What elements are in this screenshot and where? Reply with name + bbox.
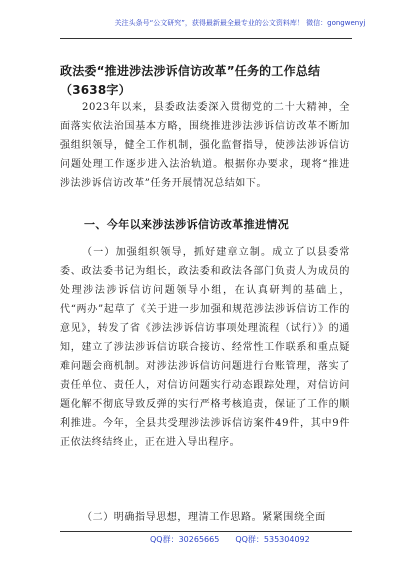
document-title: 政法委“推进涉法涉诉信访改革”任务的工作总结（3638字） xyxy=(60,64,321,97)
section-paragraph-1: （一）加强组织领导，抓好建章立制。成立了以县委常委、政法委书记为组长，政法委和政法各部门负责人为成员的处理涉法涉诉信访问题领导小组，在认真研判的基础上，代“两办”起草了《关于进一步加强和规范涉法涉诉信访工作的意见》，转发了省《涉法涉诉信访事项处理流程（试行）》的通知，建立了涉法涉诉信访联合接访、经常性工作联系和重点疑难问题会商机制。对涉法涉诉信访问题进行台账管理，落实了责任单位、责任人，对信访问题实行动态跟踪处理，对信访问题化解不彻底导致反弹的实行严格考核追责，保证了工作的顺利推进。今年，全县共受理涉法涉诉信访案件49件，其中9件正依法终结终止，正在进入导出程序。 xyxy=(60,247,350,448)
footer-divider xyxy=(60,531,352,532)
section-heading: 一、今年以来涉法涉诉信访改革推进情况 xyxy=(84,218,290,231)
footer-qq-group-1: QQ群：30265665 xyxy=(150,535,220,544)
footer-contact xyxy=(150,535,310,545)
header-divider xyxy=(60,38,352,39)
section-paragraph-2: （二）明确指导思想，理清工作思路。紧紧围绕全面 xyxy=(82,512,326,523)
footer-qq-group-2: QQ群：535304092 xyxy=(235,535,310,544)
intro-paragraph: 2023年以来，县委政法委深入贯彻党的二十大精神，全面落实依法治国基本方略，围绕推进涉法涉诉信访改革不断加强组织领导，健全工作机制，强化监督指导，使涉法涉诉信访问题处理工作逐步进入法治轨道。根据你办要求，现将“推进涉法涉诉信访改革”任务开展情况总结如下。 xyxy=(60,102,350,189)
header-banner: 关注头条号“公文研究”，获得最新最全最专业的公文资料库！ 微信：gongwenyj xyxy=(114,19,366,27)
